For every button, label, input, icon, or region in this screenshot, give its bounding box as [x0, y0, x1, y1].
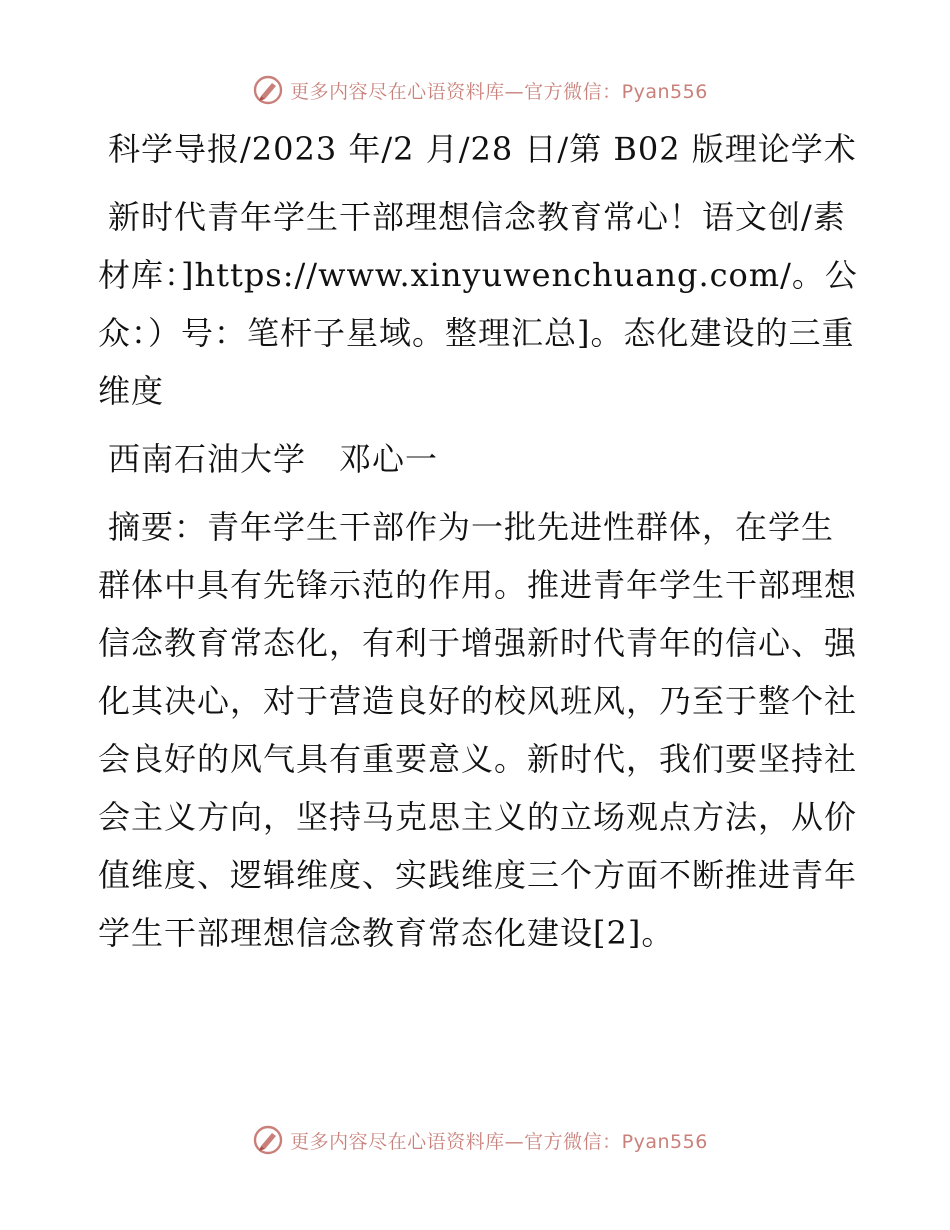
- watermark-text: 更多内容尽在心语资料库—官方微信：Pyan556: [290, 1130, 708, 1153]
- watermark-banner-inner: [252, 1124, 708, 1156]
- article-abstract: 摘要：青年学生干部作为一批先进性群体，在学生群体中具有先锋示范的作用。推进青年学生干部理想信念教育常态化，有利于增强新时代青年的信心、强化其决心，对于营造良好的校风班风，乃至于整个社会良好的风气具有重要意义。新时代，我们要坚持社会主义方向，坚持马克思主义的立场观点方法，从价值维度、逻辑维度、实践维度三个方面不断推进青年学生干部理想信念教育常态化建设[2]。: [98, 508, 858, 952]
- watermark-banner-bottom: [0, 1120, 950, 1160]
- article-content: [98, 120, 858, 962]
- source-line: 科学导报/2023 年/2 月/28 日/第 B02 版理论学术: [108, 130, 857, 168]
- article-title: 新时代青年学生干部理想信念教育常心！语文创/素材库：]https://www.xinyuwenchuang.com/。公众：）号：笔杆子星域。整理汇总]。态化建设的三重维度: [98, 198, 858, 410]
- pen-logo-icon: [252, 1124, 284, 1156]
- watermark-banner-top: [0, 70, 950, 110]
- watermark-banner-inner: [252, 74, 708, 106]
- watermark-text: 更多内容尽在心语资料库—官方微信：Pyan556: [290, 80, 708, 103]
- pen-logo-icon: [252, 74, 284, 106]
- article-author: 西南石油大学 邓心一: [108, 440, 439, 478]
